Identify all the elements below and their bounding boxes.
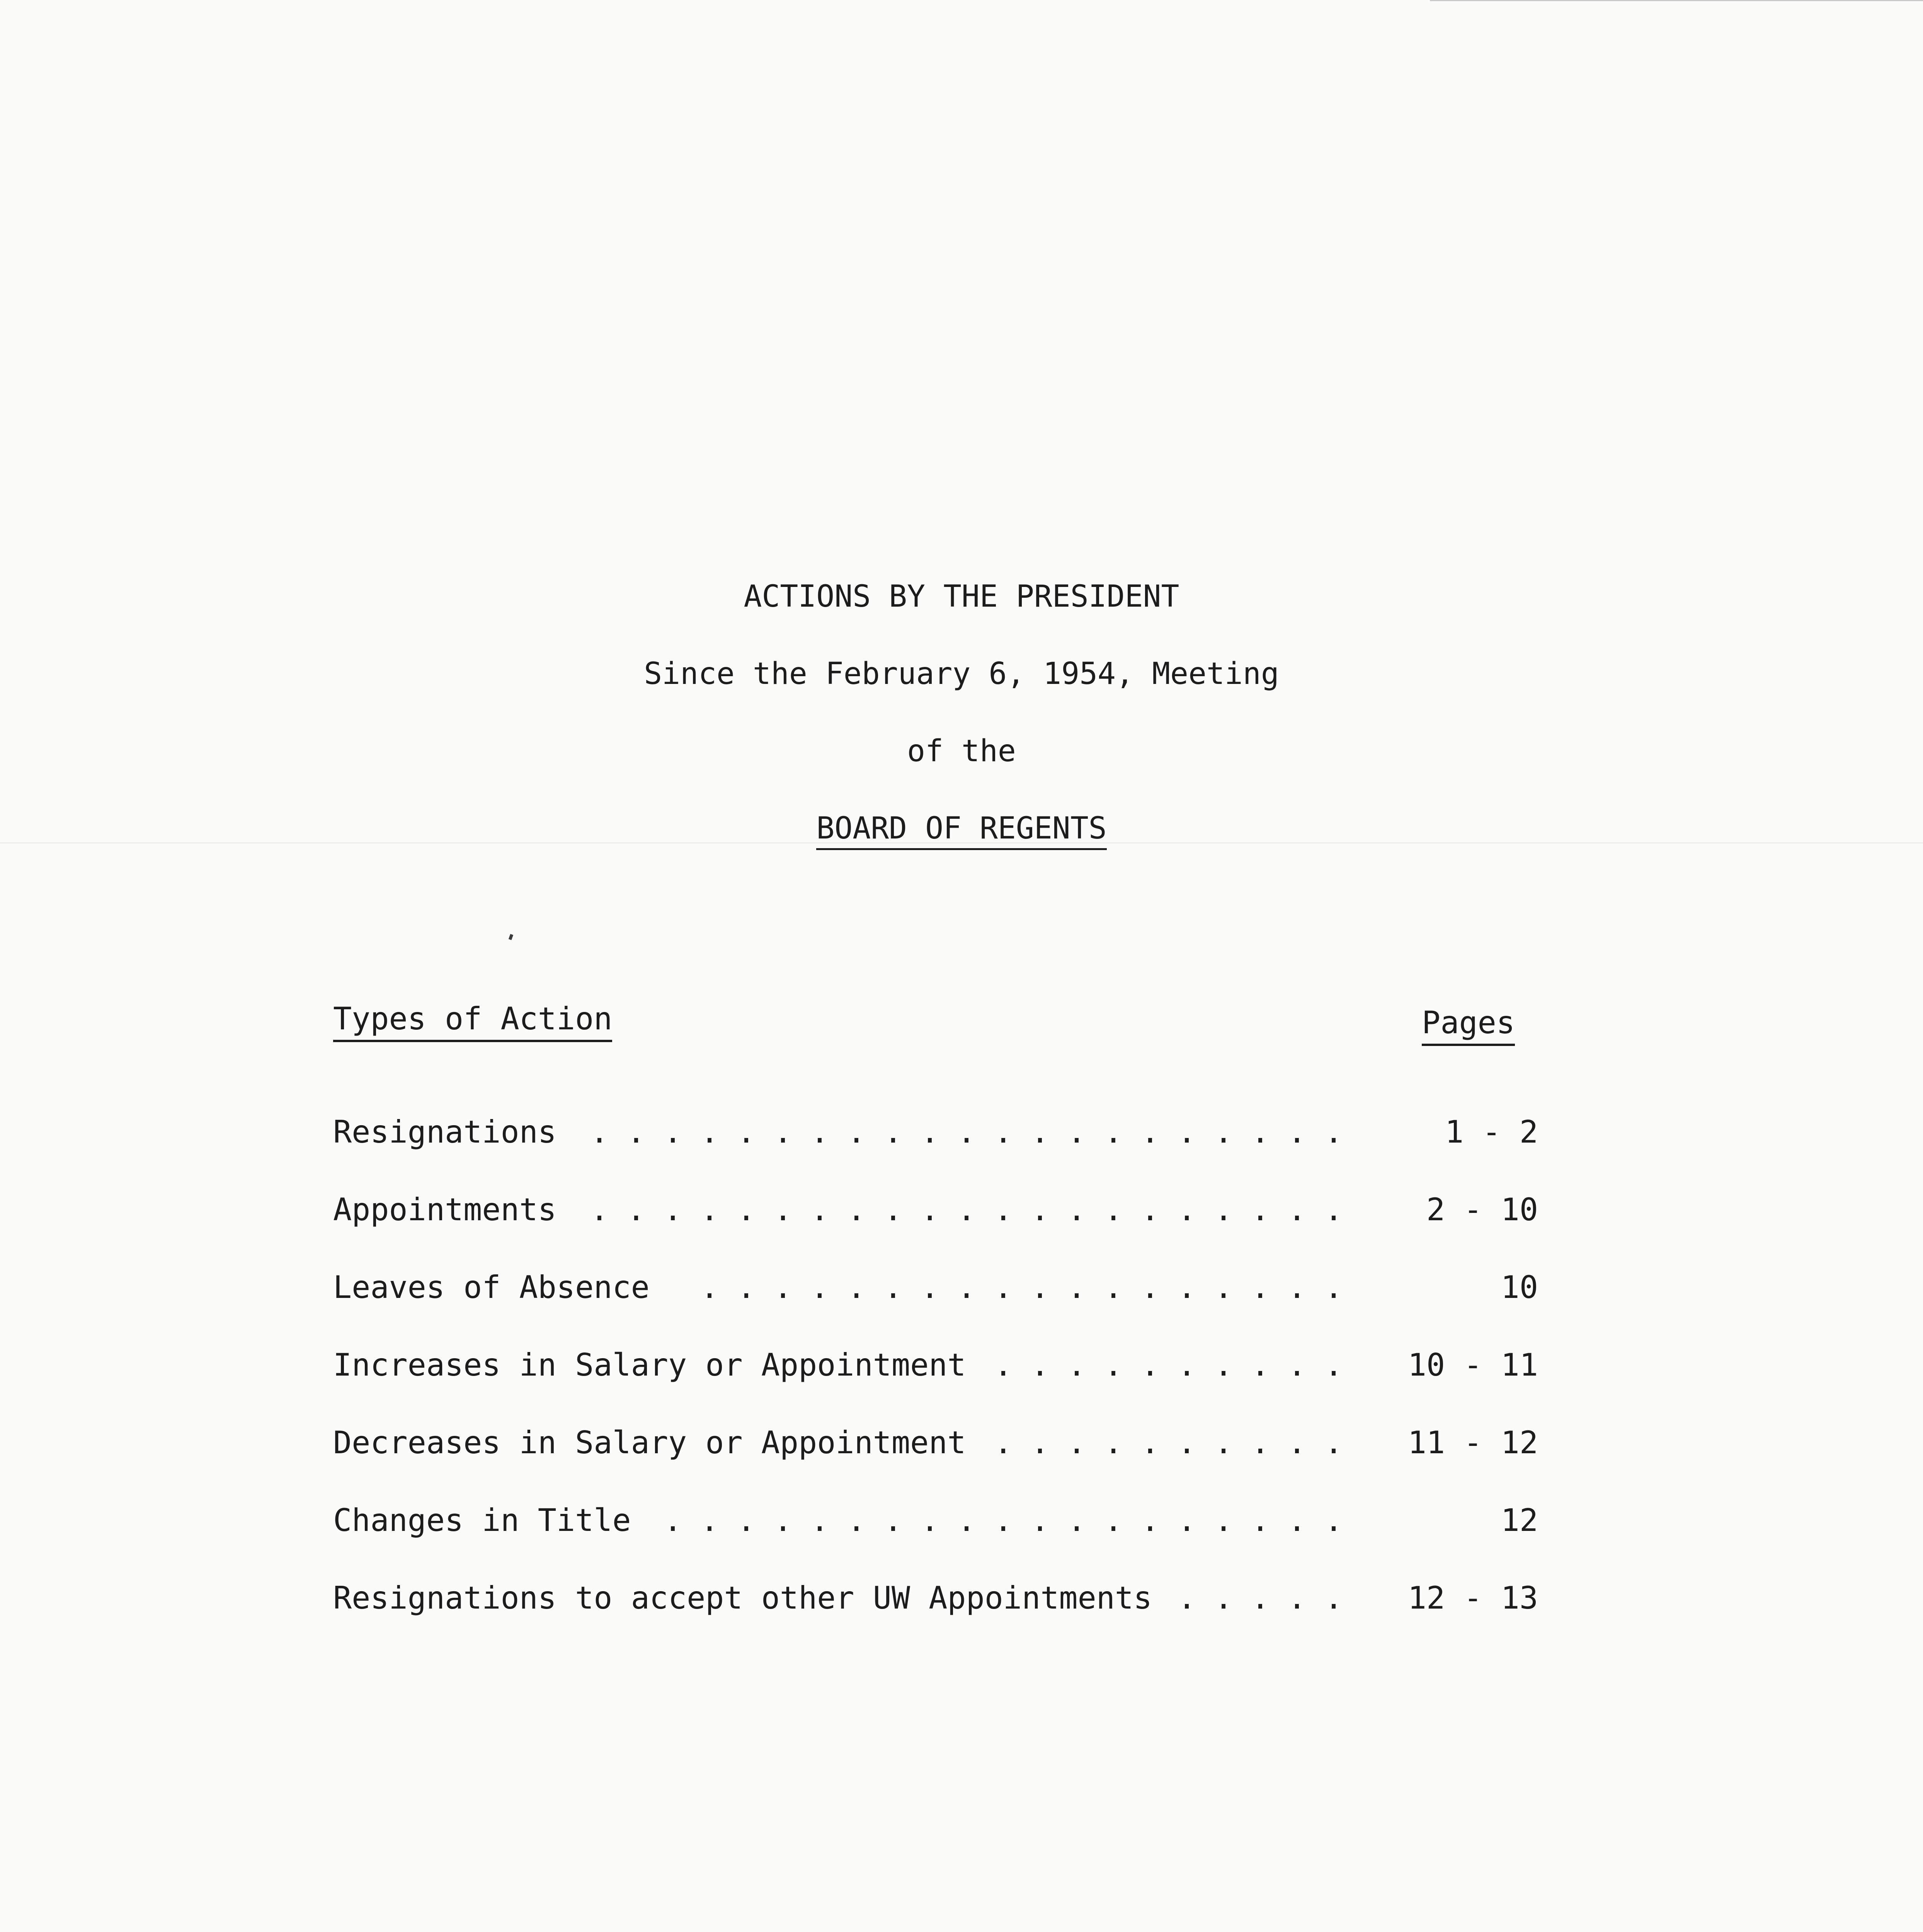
leader-dot: . (1141, 1192, 1160, 1228)
heading-line-3: of the (907, 734, 1016, 769)
leader-dot: . (1031, 1269, 1050, 1305)
toc-row-pages: 1 - 2 (1445, 1114, 1538, 1150)
leader-dot: . (1104, 1192, 1123, 1228)
toc-row-label: Increases in Salary or Appointment (333, 1347, 966, 1383)
toc-header (328, 1001, 1538, 1047)
toc-row-pages: 12 (1501, 1502, 1538, 1538)
leader-dot: . (1178, 1114, 1196, 1150)
toc-row (328, 1347, 1538, 1427)
leader-dot: . (1214, 1114, 1233, 1150)
leader-dot: . (884, 1269, 903, 1305)
leader-dot: . (737, 1114, 756, 1150)
leader-dot: . (1288, 1425, 1307, 1461)
leader-dot: . (1104, 1347, 1123, 1383)
leader-dot: . (1031, 1425, 1050, 1461)
leader-dot: . (1288, 1347, 1307, 1383)
leader-dot: . (737, 1269, 756, 1305)
leader-dot: . (774, 1502, 793, 1538)
leader-dot: . (1324, 1347, 1343, 1383)
leader-dot: . (1288, 1502, 1307, 1538)
leader-dot: . (847, 1192, 866, 1228)
leader-dot: . (1141, 1269, 1160, 1305)
pages-header: Pages (1422, 1005, 1515, 1046)
leader-dot: . (1067, 1347, 1086, 1383)
leader-dot: . (1251, 1269, 1270, 1305)
leader-dot: . (994, 1192, 1013, 1228)
ink-speck (509, 934, 513, 940)
leader-dot: . (1324, 1502, 1343, 1538)
toc-row-label: Leaves of Absence (333, 1269, 650, 1305)
toc-row-pages: 2 - 10 (1426, 1192, 1538, 1228)
leader-dot: . (957, 1114, 976, 1150)
leader-dot: . (1251, 1580, 1270, 1616)
toc-row-label: Resignations to accept other UW Appointments (333, 1580, 1152, 1616)
toc-list (328, 1114, 1538, 1660)
leader-dot: . (847, 1269, 866, 1305)
leader-dot: . (774, 1269, 793, 1305)
leader-dot: . (994, 1114, 1013, 1150)
leader-dot: . (1214, 1269, 1233, 1305)
leader-dot: . (884, 1192, 903, 1228)
leader-dot: . (1178, 1502, 1196, 1538)
toc-row-pages: 12 - 13 (1407, 1580, 1538, 1616)
types-of-action-header: Types of Action (333, 1001, 612, 1042)
dot-leader (328, 1192, 1538, 1228)
leader-dot: . (1067, 1502, 1086, 1538)
leader-dot: . (1031, 1192, 1050, 1228)
leader-dot: . (700, 1502, 719, 1538)
leader-dot: . (921, 1502, 939, 1538)
leader-dot: . (774, 1114, 793, 1150)
toc-row (328, 1580, 1538, 1660)
leader-dot: . (1031, 1114, 1050, 1150)
dot-leader (328, 1114, 1538, 1150)
dot-leader (328, 1347, 1538, 1383)
leader-dot: . (1104, 1425, 1123, 1461)
leader-dot: . (810, 1269, 829, 1305)
leader-dot: . (1178, 1192, 1196, 1228)
toc-row-label: Changes in Title (333, 1502, 631, 1538)
leader-dot: . (1031, 1347, 1050, 1383)
leader-dot: . (774, 1192, 793, 1228)
leader-dot: . (994, 1347, 1013, 1383)
leader-dot: . (1288, 1114, 1307, 1150)
leader-dot: . (1178, 1580, 1196, 1616)
dot-leader (328, 1502, 1538, 1538)
leader-dot: . (700, 1114, 719, 1150)
toc-row (328, 1269, 1538, 1350)
toc-row (328, 1194, 1538, 1272)
toc-row (328, 1114, 1538, 1194)
leader-dot: . (1141, 1502, 1160, 1538)
dot-leader (328, 1580, 1538, 1616)
leader-dot: . (1324, 1192, 1343, 1228)
leader-dot: . (1214, 1502, 1233, 1538)
dot-leader (328, 1425, 1538, 1461)
leader-dot: . (994, 1269, 1013, 1305)
leader-dot: . (1104, 1269, 1123, 1305)
leader-dot: . (1324, 1269, 1343, 1305)
leader-dot: . (627, 1192, 646, 1228)
leader-dot: . (1324, 1580, 1343, 1616)
leader-dot: . (664, 1192, 682, 1228)
leader-dot: . (1178, 1347, 1196, 1383)
leader-dot: . (810, 1502, 829, 1538)
leader-dot: . (957, 1192, 976, 1228)
table-of-contents (328, 1001, 1538, 1616)
toc-row-label: Resignations (333, 1114, 556, 1150)
leader-dot: . (810, 1114, 829, 1150)
leader-dot: . (847, 1114, 866, 1150)
scan-edge-line (1430, 0, 1923, 1)
leader-dot: . (1214, 1580, 1233, 1616)
leader-dot: . (1251, 1114, 1270, 1150)
toc-row (328, 1427, 1538, 1505)
leader-dot: . (957, 1502, 976, 1538)
leader-dot: . (664, 1502, 682, 1538)
heading-line-2: Since the February 6, 1954, Meeting (644, 656, 1279, 691)
leader-dot: . (994, 1425, 1013, 1461)
leader-dot: . (737, 1502, 756, 1538)
leader-dot: . (1214, 1347, 1233, 1383)
leader-dot: . (921, 1192, 939, 1228)
leader-dot: . (1067, 1114, 1086, 1150)
leader-dot: . (700, 1269, 719, 1305)
leader-dot: . (1251, 1347, 1270, 1383)
leader-dot: . (1288, 1269, 1307, 1305)
leader-dot: . (1178, 1269, 1196, 1305)
toc-row-label: Appointments (333, 1192, 556, 1228)
leader-dot: . (921, 1114, 939, 1150)
toc-row-pages: 11 - 12 (1407, 1425, 1538, 1461)
toc-row-label: Decreases in Salary or Appointment (333, 1425, 966, 1461)
leader-dot: . (1141, 1114, 1160, 1150)
leader-dot: . (994, 1502, 1013, 1538)
leader-dot: . (1031, 1502, 1050, 1538)
leader-dot: . (1324, 1425, 1343, 1461)
leader-dot: . (1251, 1192, 1270, 1228)
leader-dot: . (590, 1192, 609, 1228)
board-of-regents-title: BOARD OF REGENTS (816, 811, 1106, 850)
leader-dot: . (1067, 1192, 1086, 1228)
leader-dot: . (1251, 1502, 1270, 1538)
leader-dot: . (1067, 1425, 1086, 1461)
leader-dot: . (847, 1502, 866, 1538)
leader-dot: . (1104, 1502, 1123, 1538)
heading-line-4 (0, 813, 1923, 844)
leader-dot: . (1288, 1192, 1307, 1228)
leader-dot: . (1214, 1425, 1233, 1461)
heading-line-1: ACTIONS BY THE PRESIDENT (744, 579, 1179, 614)
leader-dot: . (737, 1192, 756, 1228)
leader-dot: . (1251, 1425, 1270, 1461)
leader-dot: . (1214, 1192, 1233, 1228)
leader-dot: . (627, 1114, 646, 1150)
toc-row-pages: 10 - 11 (1407, 1347, 1538, 1383)
dot-leader (328, 1269, 1538, 1305)
leader-dot: . (1141, 1347, 1160, 1383)
leader-dot: . (664, 1114, 682, 1150)
leader-dot: . (921, 1269, 939, 1305)
leader-dot: . (1288, 1580, 1307, 1616)
leader-dot: . (884, 1114, 903, 1150)
leader-dot: . (1324, 1114, 1343, 1150)
leader-dot: . (884, 1502, 903, 1538)
leader-dot: . (957, 1269, 976, 1305)
leader-dot: . (810, 1192, 829, 1228)
leader-dot: . (1141, 1425, 1160, 1461)
toc-row-pages: 10 (1501, 1269, 1538, 1305)
leader-dot: . (1178, 1425, 1196, 1461)
leader-dot: . (700, 1192, 719, 1228)
leader-dot: . (1104, 1114, 1123, 1150)
leader-dot: . (590, 1114, 609, 1150)
leader-dot: . (1067, 1269, 1086, 1305)
toc-row (328, 1502, 1538, 1583)
